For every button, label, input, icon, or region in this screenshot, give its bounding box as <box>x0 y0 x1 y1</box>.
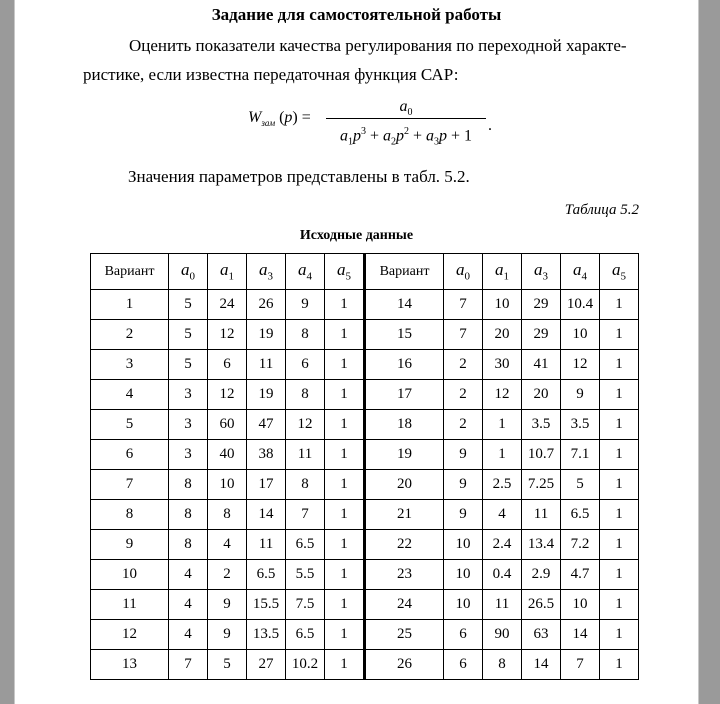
cell-a5: 1 <box>325 470 365 500</box>
cell-a3: 47 <box>247 410 286 440</box>
cell-a4: 11 <box>286 440 325 470</box>
cell-a1: 90 <box>483 620 522 650</box>
cell-a4: 5 <box>561 470 600 500</box>
cell-variant: 16 <box>365 350 444 380</box>
table-row <box>91 470 639 500</box>
cell-variant: 12 <box>91 620 169 650</box>
cell-a0: 5 <box>169 320 208 350</box>
cell-a1: 12 <box>208 380 247 410</box>
cell-a1: 40 <box>208 440 247 470</box>
cell-a4: 7.5 <box>286 590 325 620</box>
cell-a5: 1 <box>600 410 639 440</box>
header-a1: $a_1$ <box>208 254 247 290</box>
cell-a3: 63 <box>522 620 561 650</box>
cell-a3: 2.9 <box>522 560 561 590</box>
cell-a5: 1 <box>325 290 365 320</box>
cell-a3: 3.5 <box>522 410 561 440</box>
table-row <box>91 380 639 410</box>
source-data-table <box>90 253 639 680</box>
cell-a5: 1 <box>600 470 639 500</box>
cell-a4: 7 <box>286 500 325 530</box>
formula-fraction <box>326 97 486 148</box>
cell-a5: 1 <box>600 590 639 620</box>
cell-a4: 5.5 <box>286 560 325 590</box>
cell-variant: 4 <box>91 380 169 410</box>
cell-a0: 3 <box>169 380 208 410</box>
cell-a3: 10.7 <box>522 440 561 470</box>
table-row <box>91 530 639 560</box>
table-row <box>91 290 639 320</box>
cell-a4: 10 <box>561 320 600 350</box>
cell-a4: 6.5 <box>286 620 325 650</box>
cell-a1: 9 <box>208 590 247 620</box>
cell-a1: 2 <box>208 560 247 590</box>
cell-a0: 5 <box>169 350 208 380</box>
cell-a0: 2 <box>444 410 483 440</box>
header-a0: $a_0$ <box>169 254 208 290</box>
cell-a1: 2.5 <box>483 470 522 500</box>
cell-a3: 29 <box>522 290 561 320</box>
cell-a3: 20 <box>522 380 561 410</box>
cell-a5: 1 <box>325 320 365 350</box>
table-body <box>91 290 639 680</box>
cell-a4: 14 <box>561 620 600 650</box>
cell-a0: 10 <box>444 560 483 590</box>
cell-a1: 1 <box>483 410 522 440</box>
section-heading: Задание для самостоятельной работы <box>211 5 502 24</box>
cell-a5: 1 <box>600 530 639 560</box>
cell-a3: 6.5 <box>247 560 286 590</box>
cell-a0: 4 <box>169 560 208 590</box>
cell-a3: 19 <box>247 380 286 410</box>
table-header-row <box>91 254 639 290</box>
header-a4: $a_4$ <box>561 254 600 290</box>
cell-a0: 8 <box>169 470 208 500</box>
table-title: Исходные данные <box>299 228 414 243</box>
cell-a5: 1 <box>600 500 639 530</box>
cell-a0: 9 <box>444 440 483 470</box>
params-paragraph: Значения параметров представлены в табл. 5.2. <box>128 167 470 186</box>
cell-a0: 3 <box>169 440 208 470</box>
cell-a5: 1 <box>325 560 365 590</box>
cell-a3: 11 <box>247 350 286 380</box>
cell-a0: 9 <box>444 500 483 530</box>
cell-a0: 2 <box>444 350 483 380</box>
header-a4: $a_4$ <box>286 254 325 290</box>
cell-a5: 1 <box>600 440 639 470</box>
header-a3: $a_3$ <box>247 254 286 290</box>
header-a5: $a_5$ <box>325 254 365 290</box>
cell-a0: 10 <box>444 530 483 560</box>
cell-a4: 10.2 <box>286 650 325 680</box>
cell-a5: 1 <box>600 650 639 680</box>
cell-a3: 19 <box>247 320 286 350</box>
header-variant: Вариант <box>365 254 444 290</box>
cell-a1: 8 <box>483 650 522 680</box>
cell-a1: 0.4 <box>483 560 522 590</box>
formula-numerator: $a_0$ <box>399 98 413 119</box>
table-caption: Таблица 5.2 <box>564 202 639 218</box>
formula-lhs: $W_{зам}$ (p) = <box>248 109 311 129</box>
cell-a3: 13.5 <box>247 620 286 650</box>
document-page: Задание для самостоятельной работы Оценить показатели качества регулирования по переходной характе- ристике, если известна передаточная функция САР: $W_{зам}$ (p) = $a_0$ $a_1p^3 + a_2p^2 + a_3p + 1$ . Значения параметров представлены в табл. 5.2. Таблица 5.2 Исходные данные Вариант $a_0$ $a_1$ $a_3$ $a_4$ $a_5$ Вариант $a_0$ $a_1$ $a_3$ $a_4$ $a_5$ 1 5 24 26 9 1 14 7 10 29 10.4 1 2 5 12 19 8 1 15 7 20 29 10 1 3 5 6 11 6 1 16 2 30 41 12 1 4 3 12 19 8 1 17 2 12 20 9 1 5 3 60 47 12 1 18 2 1 3.5 3.5 1 6 3 40 38 11 1 19 9 1 10.7 7.1 1 7 8 10 17 8 1 20 9 2.5 7.25 5 1 8 8 8 14 7 1 21 9 4 11 6.5 1 9 8 4 11 6.5 1 22 10 2.4 13.4 7.2 1 10 4 2 6.5 5.5 1 23 10 0.4 2.9 4.7 1 11 4 9 15.5 7.5 1 24 10 11 26.5 10 1 12 4 9 13.5 6.5 1 25 6 90 63 14 1 13 7 5 27 10.2 1 26 6 8 14 7 1 <box>14 0 699 704</box>
cell-variant: 19 <box>365 440 444 470</box>
cell-a0: 6 <box>444 620 483 650</box>
cell-variant: 10 <box>91 560 169 590</box>
cell-a4: 7.2 <box>561 530 600 560</box>
cell-a3: 26 <box>247 290 286 320</box>
cell-a1: 4 <box>483 500 522 530</box>
cell-variant: 17 <box>365 380 444 410</box>
formula-denominator: $a_1p^3 + a_2p^2 + a_3p + 1$ <box>339 126 473 148</box>
cell-a4: 7.1 <box>561 440 600 470</box>
table-row <box>91 440 639 470</box>
cell-variant: 3 <box>91 350 169 380</box>
cell-a0: 8 <box>169 530 208 560</box>
cell-a1: 60 <box>208 410 247 440</box>
cell-a1: 11 <box>483 590 522 620</box>
cell-a0: 8 <box>169 500 208 530</box>
table-row <box>91 650 639 680</box>
cell-a4: 6.5 <box>286 530 325 560</box>
cell-variant: 1 <box>91 290 169 320</box>
cell-a1: 12 <box>208 320 247 350</box>
cell-a1: 5 <box>208 650 247 680</box>
cell-a4: 6 <box>286 350 325 380</box>
cell-a3: 29 <box>522 320 561 350</box>
cell-variant: 5 <box>91 410 169 440</box>
table-row <box>91 560 639 590</box>
table-row <box>91 320 639 350</box>
cell-a0: 7 <box>169 650 208 680</box>
cell-a4: 4.7 <box>561 560 600 590</box>
cell-a1: 8 <box>208 500 247 530</box>
cell-variant: 23 <box>365 560 444 590</box>
cell-variant: 14 <box>365 290 444 320</box>
cell-variant: 13 <box>91 650 169 680</box>
cell-a4: 8 <box>286 320 325 350</box>
cell-a0: 6 <box>444 650 483 680</box>
cell-variant: 26 <box>365 650 444 680</box>
cell-a3: 11 <box>247 530 286 560</box>
header-variant: Вариант <box>91 254 169 290</box>
table-row <box>91 590 639 620</box>
cell-a1: 2.4 <box>483 530 522 560</box>
cell-a5: 1 <box>325 500 365 530</box>
task-paragraph-line2: ристике, если известна передаточная функция САР: <box>83 65 459 84</box>
cell-a4: 7 <box>561 650 600 680</box>
cell-a1: 20 <box>483 320 522 350</box>
cell-a3: 26.5 <box>522 590 561 620</box>
cell-a3: 14 <box>247 500 286 530</box>
cell-variant: 22 <box>365 530 444 560</box>
cell-a1: 4 <box>208 530 247 560</box>
cell-a1: 6 <box>208 350 247 380</box>
cell-a4: 12 <box>286 410 325 440</box>
cell-a5: 1 <box>325 350 365 380</box>
cell-a4: 12 <box>561 350 600 380</box>
cell-a3: 14 <box>522 650 561 680</box>
header-a0: $a_0$ <box>444 254 483 290</box>
cell-variant: 20 <box>365 470 444 500</box>
cell-a1: 10 <box>483 290 522 320</box>
cell-variant: 6 <box>91 440 169 470</box>
cell-a4: 8 <box>286 380 325 410</box>
cell-a0: 2 <box>444 380 483 410</box>
table-row <box>91 500 639 530</box>
table-row <box>91 410 639 440</box>
header-a1: $a_1$ <box>483 254 522 290</box>
cell-a3: 41 <box>522 350 561 380</box>
cell-a0: 10 <box>444 590 483 620</box>
cell-a5: 1 <box>325 530 365 560</box>
cell-a5: 1 <box>325 410 365 440</box>
cell-a4: 6.5 <box>561 500 600 530</box>
cell-a5: 1 <box>600 350 639 380</box>
cell-variant: 18 <box>365 410 444 440</box>
cell-a4: 10.4 <box>561 290 600 320</box>
cell-a4: 9 <box>286 290 325 320</box>
cell-a3: 15.5 <box>247 590 286 620</box>
task-paragraph <box>83 31 648 89</box>
header-a5: $a_5$ <box>600 254 639 290</box>
cell-variant: 24 <box>365 590 444 620</box>
cell-a5: 1 <box>600 560 639 590</box>
cell-a5: 1 <box>325 650 365 680</box>
cell-a4: 8 <box>286 470 325 500</box>
cell-a5: 1 <box>325 620 365 650</box>
cell-a3: 13.4 <box>522 530 561 560</box>
cell-a0: 4 <box>169 590 208 620</box>
cell-a1: 9 <box>208 620 247 650</box>
table-row <box>91 350 639 380</box>
cell-variant: 9 <box>91 530 169 560</box>
cell-a0: 7 <box>444 290 483 320</box>
cell-a4: 9 <box>561 380 600 410</box>
cell-a5: 1 <box>600 290 639 320</box>
header-a3: $a_3$ <box>522 254 561 290</box>
cell-a4: 10 <box>561 590 600 620</box>
cell-variant: 11 <box>91 590 169 620</box>
cell-a5: 1 <box>600 380 639 410</box>
cell-a3: 27 <box>247 650 286 680</box>
cell-a0: 7 <box>444 320 483 350</box>
cell-a0: 5 <box>169 290 208 320</box>
cell-variant: 25 <box>365 620 444 650</box>
cell-a1: 30 <box>483 350 522 380</box>
cell-a3: 17 <box>247 470 286 500</box>
cell-variant: 15 <box>365 320 444 350</box>
cell-variant: 2 <box>91 320 169 350</box>
cell-a1: 1 <box>483 440 522 470</box>
cell-a3: 38 <box>247 440 286 470</box>
cell-variant: 21 <box>365 500 444 530</box>
cell-variant: 8 <box>91 500 169 530</box>
cell-a3: 11 <box>522 500 561 530</box>
cell-a5: 1 <box>325 590 365 620</box>
table-row <box>91 620 639 650</box>
task-paragraph-line1: Оценить показатели качества регулирования по переходной характе- <box>129 36 627 55</box>
cell-a5: 1 <box>325 380 365 410</box>
cell-a1: 10 <box>208 470 247 500</box>
cell-a5: 1 <box>325 440 365 470</box>
cell-a1: 12 <box>483 380 522 410</box>
cell-a4: 3.5 <box>561 410 600 440</box>
cell-a1: 24 <box>208 290 247 320</box>
cell-a0: 9 <box>444 470 483 500</box>
cell-a0: 4 <box>169 620 208 650</box>
cell-a5: 1 <box>600 620 639 650</box>
cell-a0: 3 <box>169 410 208 440</box>
cell-variant: 7 <box>91 470 169 500</box>
cell-a3: 7.25 <box>522 470 561 500</box>
cell-a5: 1 <box>600 320 639 350</box>
